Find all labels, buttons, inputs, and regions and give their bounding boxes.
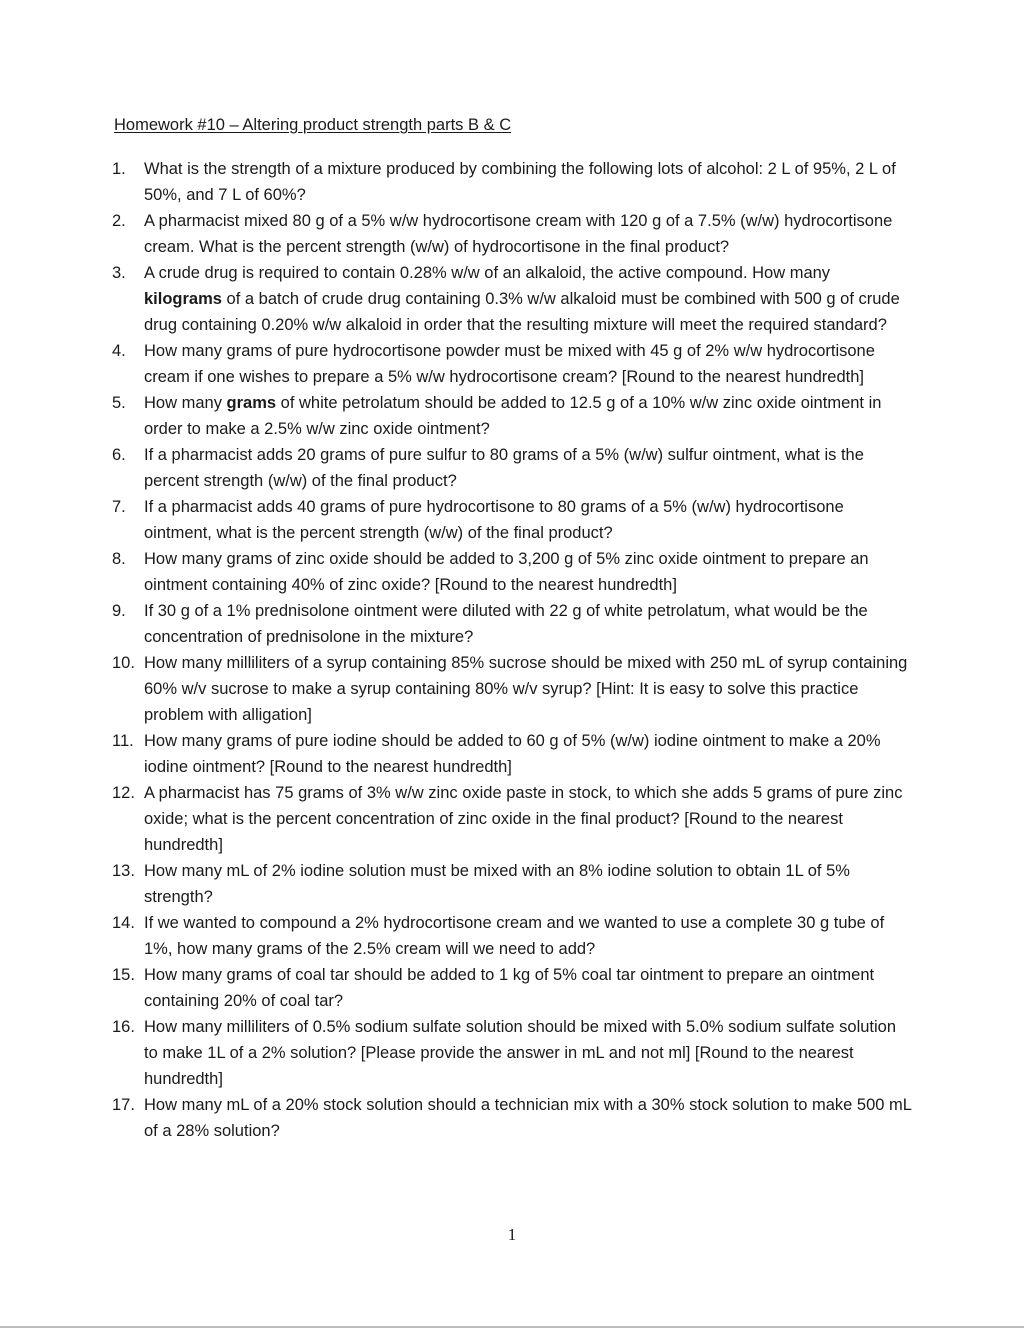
question-item bbox=[112, 650, 912, 728]
question-text bbox=[144, 914, 884, 958]
question-text-segment: If 30 g of a 1% prednisolone ointment were diluted with 22 g of white petrolatum, what would be the concentration of prednisolone in the mixture? bbox=[144, 602, 868, 646]
question-number: 17. bbox=[112, 1096, 135, 1114]
question-text-segment: How many mL of 2% iodine solution must be mixed with an 8% iodine solution to obtain 1L of 5% strength? bbox=[144, 862, 850, 906]
question-text bbox=[144, 1096, 911, 1140]
question-text bbox=[144, 1018, 896, 1088]
question-text-segment: How many grams of zinc oxide should be added to 3,200 g of 5% zinc oxide ointment to prepare an ointment containing 40% of zinc oxide? [Round to the nearest hundredth] bbox=[144, 550, 869, 594]
question-text bbox=[144, 732, 881, 776]
question-item bbox=[112, 858, 912, 910]
question-number: 5. bbox=[112, 394, 126, 412]
question-text-segment: If a pharmacist adds 40 grams of pure hydrocortisone to 80 grams of a 5% (w/w) hydrocortisone ointment, what is the percent strength (w/w) of the final product? bbox=[144, 498, 844, 542]
question-text-segment: of white petrolatum should be added to 12.5 g of a 10% w/w zinc oxide ointment in order to make a 2.5% w/w zinc oxide ointment? bbox=[144, 394, 882, 438]
question-number: 8. bbox=[112, 550, 126, 568]
question-item bbox=[112, 208, 912, 260]
question-text-segment: A pharmacist has 75 grams of 3% w/w zinc oxide paste in stock, to which she adds 5 grams of pure zinc oxide; what is the percent concentration of zinc oxide in the final product? [Round to the nearest hundredth] bbox=[144, 784, 903, 854]
question-item bbox=[112, 260, 912, 338]
question-text bbox=[144, 784, 902, 854]
question-text bbox=[144, 966, 874, 1010]
question-number: 1. bbox=[112, 160, 126, 178]
question-number: 7. bbox=[112, 498, 126, 516]
question-text-segment: How many milliliters of 0.5% sodium sulfate solution should be mixed with 5.0% sodium sulfate solution to make 1L of a 2% solution? [Please provide the answer in mL and not ml] [Round to the nearest hundredth] bbox=[144, 1018, 897, 1088]
question-text-segment: How many milliliters of a syrup containing 85% sucrose should be mixed with 250 mL of syrup containing 60% w/v sucrose to make a syrup containing 80% w/v syrup? [Hint: It is easy to solve this practice problem with alligation] bbox=[144, 654, 908, 724]
question-number: 13. bbox=[112, 862, 135, 880]
page-number: 1 bbox=[507, 1225, 517, 1244]
question-item bbox=[112, 546, 912, 598]
question-item bbox=[112, 338, 912, 390]
question-emphasis: kilograms bbox=[144, 290, 222, 308]
question-text bbox=[144, 602, 868, 646]
question-text-segment: How many grams of pure hydrocortisone powder must be mixed with 45 g of 2% w/w hydrocortisone cream if one wishes to prepare a 5% w/w hydrocortisone cream? [Round to the nearest hundredth] bbox=[144, 342, 875, 386]
question-text-segment: How many grams of pure iodine should be added to 60 g of 5% (w/w) iodine ointment to make a 20% iodine ointment? [Round to the nearest hundredth] bbox=[144, 732, 881, 776]
question-number: 12. bbox=[112, 784, 135, 802]
question-emphasis: grams bbox=[226, 394, 277, 412]
question-text bbox=[144, 212, 892, 256]
question-list bbox=[112, 156, 912, 1144]
question-text bbox=[144, 654, 907, 724]
question-text bbox=[144, 264, 900, 334]
question-item bbox=[112, 156, 912, 208]
question-number: 6. bbox=[112, 446, 126, 464]
question-text bbox=[144, 498, 844, 542]
question-item bbox=[112, 1092, 912, 1144]
question-text-segment: How many grams of coal tar should be added to 1 kg of 5% coal tar ointment to prepare an ointment containing 20% of coal tar? bbox=[144, 966, 875, 1010]
question-item bbox=[112, 910, 912, 962]
page-title: Homework #10 – Altering product strength parts B & C bbox=[114, 116, 512, 134]
question-number: 4. bbox=[112, 342, 126, 360]
question-text-segment: How many mL of a 20% stock solution should a technician mix with a 30% stock solution to make 500 mL of a 28% solution? bbox=[144, 1096, 912, 1140]
question-number: 14. bbox=[112, 914, 135, 932]
question-number: 11. bbox=[112, 732, 134, 750]
question-text-segment: What is the strength of a mixture produced by combining the following lots of alcohol: 2 L of 95%, 2 L of 50%, and 7 L of 60%? bbox=[144, 160, 896, 204]
question-text-segment: A crude drug is required to contain 0.28% w/w of an alkaloid, the active compound. How many bbox=[144, 264, 831, 282]
question-text-segment: If we wanted to compound a 2% hydrocortisone cream and we wanted to use a complete 30 g tube of 1%, how many grams of the 2.5% cream will we need to add? bbox=[144, 914, 885, 958]
question-text bbox=[144, 394, 881, 438]
question-text bbox=[144, 342, 875, 386]
question-number: 15. bbox=[112, 966, 135, 984]
question-item bbox=[112, 780, 912, 858]
question-text-segment: How many bbox=[144, 394, 227, 412]
question-item bbox=[112, 1014, 912, 1092]
question-number: 2. bbox=[112, 212, 126, 230]
question-number: 16. bbox=[112, 1018, 135, 1036]
question-text bbox=[144, 862, 850, 906]
question-text bbox=[144, 446, 864, 490]
question-text-segment: If a pharmacist adds 20 grams of pure sulfur to 80 grams of a 5% (w/w) sulfur ointment, what is the percent strength (w/w) of the final product? bbox=[144, 446, 864, 490]
question-number: 9. bbox=[112, 602, 126, 620]
question-text-segment: A pharmacist mixed 80 g of a 5% w/w hydrocortisone cream with 120 g of a 7.5% (w/w) hydrocortisone cream. What is the percent strength (w/w) of hydrocortisone in the final product? bbox=[144, 212, 893, 256]
question-item bbox=[112, 598, 912, 650]
question-number: 10. bbox=[112, 654, 135, 672]
question-number: 3. bbox=[112, 264, 126, 282]
page-bottom-divider bbox=[0, 1326, 1024, 1328]
question-item bbox=[112, 390, 912, 442]
question-item bbox=[112, 728, 912, 780]
question-item bbox=[112, 494, 912, 546]
question-text-segment: of a batch of crude drug containing 0.3% w/w alkaloid must be combined with 500 g of crude drug containing 0.20% w/w alkaloid in order that the resulting mixture will meet the required standard? bbox=[144, 290, 900, 334]
question-item bbox=[112, 442, 912, 494]
question-text bbox=[144, 160, 896, 204]
question-text bbox=[144, 550, 869, 594]
question-item bbox=[112, 962, 912, 1014]
